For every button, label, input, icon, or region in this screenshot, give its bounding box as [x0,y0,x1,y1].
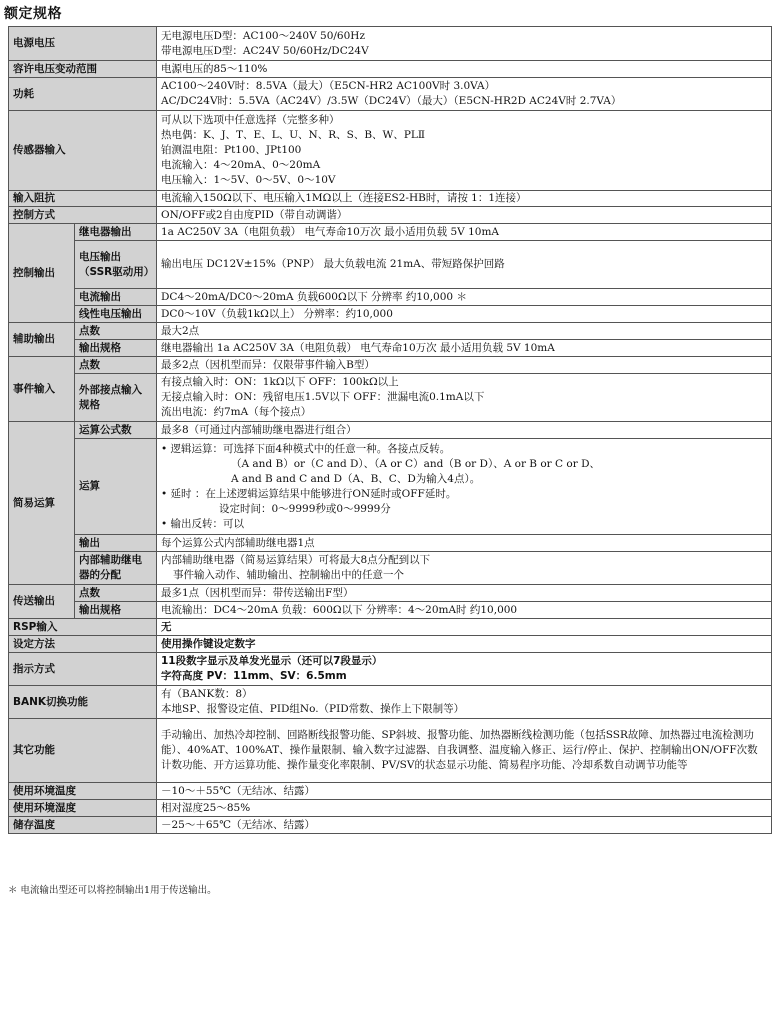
group-label: 事件输入 [9,357,75,422]
row-value: DC4～20mA/DC0～20mA 负载600Ω以下 分辨率 约10,000 ＊ [157,289,772,306]
table-row [9,535,772,552]
row-value: 相对湿度25～85% [157,800,772,817]
table-row [9,78,772,111]
table-row [9,800,772,817]
row-label: 功耗 [9,78,157,111]
sub-label: 电压输出（SSR驱动用） [75,241,157,289]
footnote: ＊ 电流输出型还可以将控制输出1用于传送输出。 [8,885,217,896]
row-value: 输出电压 DC12V±15%（PNP） 最大负载电流 21mA、带短路保护回路 [157,241,772,289]
row-value: 有（BANK数：8） 本地SP、报警设定值、PID组No.（PID常数、操作上下限制等） [157,686,772,719]
row-value: 最多2点（因机型而异：仅限带事件输入B型） [157,357,772,374]
row-label: 输入阻抗 [9,191,157,207]
row-value: 手动输出、加热冷却控制、回路断线报警功能、SP斜坡、报警功能、加热器断线检测功能（包括SSR故障、加热器过电流检测功能）、40%AT、100%AT、操作量限制、输入数字过滤器、自我调整、温度输入修正、运行/停止、保护、控制输出ON/OFF次数计数功能、开方运算功能、操作量变化率限制、PV/SV的状态显示功能、简易程序功能、冷却系数自动调节功能等 [157,719,772,783]
row-value: AC100～240V时：8.5VA（最大）（E5CN-HR2 AC100V时 3.0VA） AC/DC24V时：5.5VA（AC24V）/3.5W（DC24V）（最大）（E5CN-HR2D AC24V时 2.7VA） [157,78,772,111]
table-row [9,619,772,636]
row-value: 内部辅助继电器（简易运算结果）可将最大8点分配到以下 事件输入动作、辅助输出、控制输出中的任意一个 [157,552,772,585]
sub-label: 内部辅助继电器的分配 [75,552,157,585]
row-label: 控制方式 [9,207,157,224]
section-title: 额定规格 [4,6,62,22]
row-value: 继电器输出 1a AC250V 3A（电阻负载） 电气寿命10万次 最小适用负载 5V 10mA [157,340,772,357]
sub-label: 电流输出 [75,289,157,306]
sub-label: 外部接点输入规格 [75,374,157,422]
group-label: 辅助输出 [9,323,75,357]
sub-label: 输出规格 [75,602,157,619]
table-row [9,306,772,323]
row-value: • 逻辑运算：可选择下面4种模式中的任意一种。各接点反转。 （A and B）or（C and D）、（A or C）and（B or D）、A or B or C or D、 A and B and C and D（A、B、C、D为输入4点）。 • 延时 ：在上述逻辑运算结果中能够进行ON延时或OFF延时。 设定时间：0～9999秒或0～9999分 • 输出反转：可以 [157,439,772,535]
sub-label: 运算公式数 [75,422,157,439]
sub-label: 继电器输出 [75,224,157,241]
rated-specs-table [8,26,772,834]
row-value: 无 [157,619,772,636]
group-label: 传送输出 [9,585,75,619]
row-label: 使用环境湿度 [9,800,157,817]
table-row [9,323,772,340]
row-value: 电流输入150Ω以下、电压输入1MΩ以上（连接ES2-HB时，请按 1：1连接） [157,191,772,207]
table-row [9,357,772,374]
table-row [9,374,772,422]
table-row [9,207,772,224]
table-row [9,289,772,306]
row-value: 最多8（可通过内部辅助继电器进行组合） [157,422,772,439]
sub-label: 输出 [75,535,157,552]
row-label: 电源电压 [9,27,157,61]
table-row [9,783,772,800]
sub-label: 输出规格 [75,340,157,357]
table-row [9,340,772,357]
group-label: 控制输出 [9,224,75,323]
table-row [9,191,772,207]
row-label: 储存温度 [9,817,157,834]
group-label: 简易运算 [9,422,75,585]
table-row [9,585,772,602]
table-row [9,439,772,535]
sub-label: 点数 [75,585,157,602]
row-label: 设定方法 [9,636,157,653]
row-label: 容许电压变动范围 [9,61,157,78]
table-row [9,111,772,191]
row-value: 无电源电压D型：AC100～240V 50/60Hz 带电源电压D型：AC24V 50/60Hz/DC24V [157,27,772,61]
table-row [9,27,772,61]
table-row [9,653,772,686]
row-value: DC0～10V（负载1kΩ以上） 分辨率：约10,000 [157,306,772,323]
table-row [9,817,772,834]
row-value: 11段数字显示及单发光显示（还可以7段显示） 字符高度 PV：11mm、SV：6.5mm [157,653,772,686]
row-value: －10～＋55℃（无结冰、结露） [157,783,772,800]
row-value: 1a AC250V 3A（电阻负载） 电气寿命10万次 最小适用负载 5V 10mA [157,224,772,241]
sub-label: 点数 [75,323,157,340]
row-value: 电源电压的85～110% [157,61,772,78]
row-value: 最多1点（因机型而异：带传送输出F型） [157,585,772,602]
row-label: 指示方式 [9,653,157,686]
row-label: RSP输入 [9,619,157,636]
table-row [9,686,772,719]
table-row [9,552,772,585]
sub-label: 运算 [75,439,157,535]
table-row [9,241,772,289]
row-value: 最大2点 [157,323,772,340]
table-row [9,61,772,78]
row-label: 传感器输入 [9,111,157,191]
sub-label: 线性电压输出 [75,306,157,323]
row-label: 使用环境温度 [9,783,157,800]
row-label: 其它功能 [9,719,157,783]
table-row [9,224,772,241]
row-value: －25～＋65℃（无结冰、结露） [157,817,772,834]
table-row [9,602,772,619]
row-value: 使用操作键设定数字 [157,636,772,653]
row-label: BANK切换功能 [9,686,157,719]
sub-label: 点数 [75,357,157,374]
table-row [9,422,772,439]
table-row [9,719,772,783]
row-value: ON/OFF或2自由度PID（带自动调谐） [157,207,772,224]
row-value: 有接点输入时：ON：1kΩ以下 OFF：100kΩ以上 无接点输入时：ON：残留电压1.5V以下 OFF：泄漏电流0.1mA以下 流出电流：约7mA（每个接点） [157,374,772,422]
row-value: 可从以下选项中任意选择（完整多种） 热电偶：K、J、T、E、L、U、N、R、S、B、W、PLⅡ 铂测温电阻：Pt100、JPt100 电流输入：4～20mA、0～20mA 电压输入：1～5V、0～5V、0～10V [157,111,772,191]
row-value: 电流输出：DC4～20mA 负载：600Ω以下 分辨率：4～20mA时 约10,000 [157,602,772,619]
row-value: 每个运算公式内部辅助继电器1点 [157,535,772,552]
table-row [9,636,772,653]
